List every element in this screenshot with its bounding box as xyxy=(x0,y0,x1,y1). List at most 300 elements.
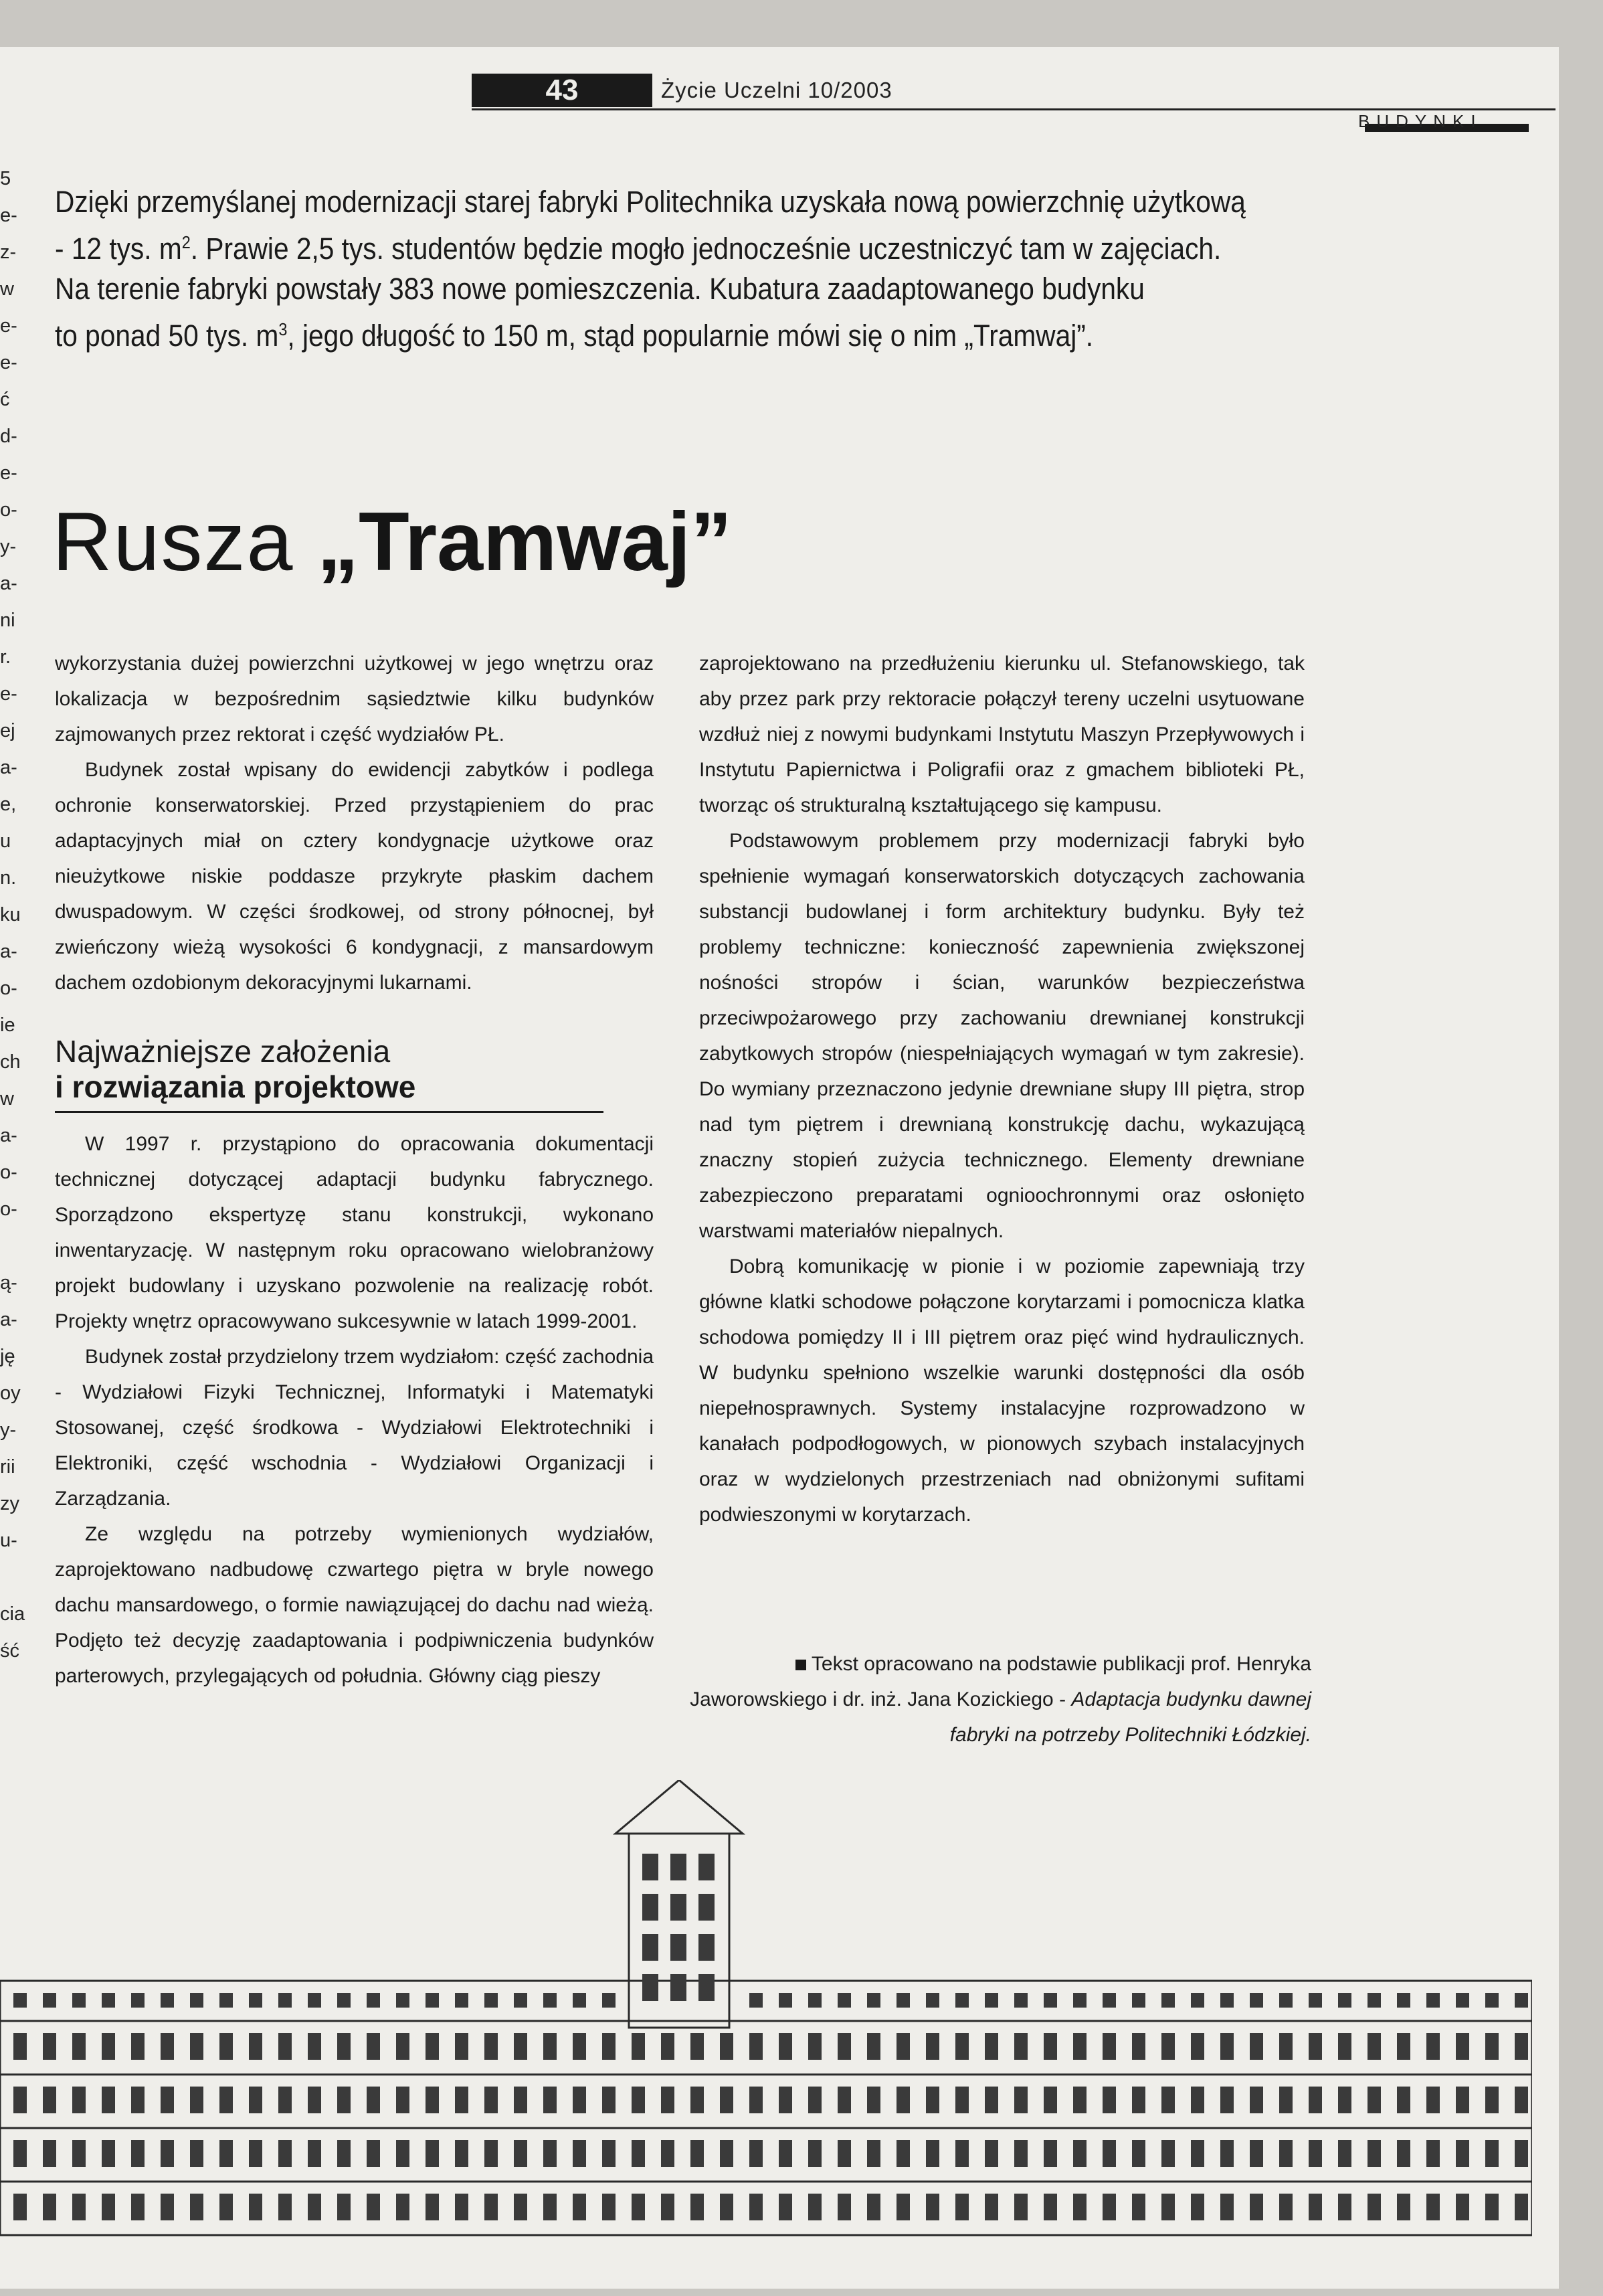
facade-window xyxy=(867,2194,880,2220)
margin-fragment: a- xyxy=(0,1125,17,1146)
tower-window xyxy=(642,1974,658,2001)
tower-window xyxy=(670,1974,686,2001)
facade-window xyxy=(190,2194,203,2220)
facade-window xyxy=(131,2087,145,2113)
facade-window xyxy=(1515,2033,1528,2060)
facade-window xyxy=(1515,2140,1528,2167)
facade-window xyxy=(573,2087,586,2113)
facade-window xyxy=(1515,2194,1528,2220)
facade-window xyxy=(1250,2087,1263,2113)
facade-window xyxy=(1456,2033,1469,2060)
facade-window xyxy=(1161,2087,1175,2113)
facade-window xyxy=(749,2087,763,2113)
margin-fragment: e- xyxy=(0,683,17,705)
facade-window xyxy=(161,2087,174,2113)
tower-window xyxy=(670,1894,686,1921)
facade-window xyxy=(1044,2033,1057,2060)
margin-fragment: oy xyxy=(0,1383,21,1404)
facade-window xyxy=(1279,2087,1293,2113)
facade-window xyxy=(661,2087,674,2113)
margin-fragment: ku xyxy=(0,904,21,925)
facade-window xyxy=(1103,2140,1116,2167)
facade-window xyxy=(249,1993,262,2008)
facade-window xyxy=(43,2087,56,2113)
facade-window xyxy=(1250,2033,1263,2060)
facade-window xyxy=(1250,2194,1263,2220)
subheading-line-1: Najważniejsze założenia xyxy=(55,1034,391,1069)
facade-window xyxy=(308,2087,321,2113)
facade-window xyxy=(337,2194,351,2220)
facade-window xyxy=(131,2033,145,2060)
facade-window xyxy=(426,2140,439,2167)
facade-window xyxy=(308,1993,321,2008)
facade-window xyxy=(897,2194,910,2220)
facade-window xyxy=(543,2033,557,2060)
facade-window xyxy=(426,2033,439,2060)
facade-window xyxy=(1426,2087,1440,2113)
facade-window xyxy=(396,1993,409,2008)
building-facade-drawing xyxy=(0,1780,1532,2242)
facade-window xyxy=(838,2033,851,2060)
credit-text: Tekst opracowano na podstawie publikacji prof. Henryka Jaworowskiego i dr. inż. Jana Kozickiego - xyxy=(690,1653,1311,1710)
margin-fragment: a- xyxy=(0,573,17,594)
facade-window xyxy=(749,2140,763,2167)
facade-window xyxy=(102,2087,115,2113)
facade-window xyxy=(543,2140,557,2167)
facade-window xyxy=(455,1993,468,2008)
facade-window xyxy=(1132,2033,1145,2060)
facade-window xyxy=(484,2194,498,2220)
journal-name: Życie Uczelni 10/2003 xyxy=(661,78,892,102)
facade-window xyxy=(1515,2087,1528,2113)
facade-window xyxy=(573,2140,586,2167)
margin-fragment: u xyxy=(0,830,11,852)
margin-fragment: ję xyxy=(0,1346,15,1367)
facade-window xyxy=(219,1993,233,2008)
facade-window xyxy=(1161,2194,1175,2220)
facade-window xyxy=(426,2087,439,2113)
facade-window xyxy=(1220,2140,1234,2167)
facade-window xyxy=(1368,2140,1381,2167)
facade-window xyxy=(1044,2087,1057,2113)
margin-fragment: e, xyxy=(0,794,17,815)
title-word-bold: „Tramwaj” xyxy=(316,496,733,588)
facade-window xyxy=(1279,1993,1293,2008)
subheading-rule xyxy=(55,1111,603,1113)
margin-fragment: w xyxy=(0,1088,14,1110)
facade-window xyxy=(690,2087,704,2113)
facade-window xyxy=(1014,2033,1028,2060)
facade-window xyxy=(573,2033,586,2060)
page-header xyxy=(472,74,1555,108)
facade-window xyxy=(897,1993,910,2008)
facade-window xyxy=(1456,2087,1469,2113)
facade-window xyxy=(426,2194,439,2220)
facade-window xyxy=(219,2087,233,2113)
facade-window xyxy=(602,2033,616,2060)
facade-window xyxy=(632,2087,645,2113)
facade-window xyxy=(396,2194,409,2220)
facade-window xyxy=(1191,2140,1204,2167)
facade-window xyxy=(602,1993,616,2008)
facade-window xyxy=(838,1993,851,2008)
facade-window xyxy=(1220,2194,1234,2220)
facade-window xyxy=(1309,1993,1322,2008)
facade-window xyxy=(1103,2033,1116,2060)
facade-window xyxy=(897,2033,910,2060)
margin-fragment xyxy=(0,1559,32,1596)
facade-window xyxy=(926,2140,939,2167)
margin-fragment: ą- xyxy=(0,1272,17,1294)
facade-window xyxy=(543,2087,557,2113)
facade-window xyxy=(514,2140,527,2167)
facade-window xyxy=(632,2033,645,2060)
facade-window xyxy=(985,2087,998,2113)
facade-window xyxy=(955,1993,969,2008)
subheading xyxy=(55,1034,654,1113)
facade-window xyxy=(13,2087,27,2113)
facade-window xyxy=(72,2140,86,2167)
facade-window xyxy=(690,2140,704,2167)
facade-window xyxy=(249,2140,262,2167)
facade-window xyxy=(1220,2087,1234,2113)
facade-window xyxy=(926,2033,939,2060)
facade-window xyxy=(102,2194,115,2220)
tower-window xyxy=(642,1894,658,1921)
facade-window xyxy=(1220,2033,1234,2060)
facade-window xyxy=(102,1993,115,2008)
facade-window xyxy=(1103,2194,1116,2220)
facade-window xyxy=(1338,2033,1351,2060)
lead-line: Dzięki przemyślanej modernizacji starej fabryki Politechnika uzyskała nową powierzchnię użytkową xyxy=(55,185,1246,219)
lead-line: - 12 tys. $m^2$. Prawie 2,5 tys. studentów będzie mogło jednocześnie uczestniczyć tam w zajęciach. xyxy=(55,232,1222,266)
facade-window xyxy=(632,2140,645,2167)
facade-window xyxy=(602,2140,616,2167)
facade-window xyxy=(661,2033,674,2060)
lead-paragraph xyxy=(55,182,1246,356)
facade-window xyxy=(926,2194,939,2220)
facade-window xyxy=(720,2087,733,2113)
facade-window xyxy=(1397,2194,1410,2220)
facade-window xyxy=(219,2140,233,2167)
facade-window xyxy=(13,2194,27,2220)
square-bullet-icon xyxy=(795,1660,806,1670)
facade-window xyxy=(1279,2140,1293,2167)
facade-window xyxy=(985,1993,998,2008)
facade-window xyxy=(72,2033,86,2060)
margin-fragment: ć xyxy=(0,389,10,410)
facade-window xyxy=(1309,2194,1322,2220)
facade-window xyxy=(1456,1993,1469,2008)
facade-window xyxy=(808,2194,822,2220)
facade-window xyxy=(514,2033,527,2060)
paragraph: Budynek został przydzielony trzem wydziałom: część zachodnia - Wydziałowi Fizyki Technicznej, Informatyki i Matematyki Stosowanej, część środkowa - Wydziałowi Elektrotechniki i Elektroniki, część wschodnia - Wydziałowi Organizacji i Zarządzania. xyxy=(55,1346,654,1510)
margin-fragment: d- xyxy=(0,426,17,447)
facade-window xyxy=(1397,2140,1410,2167)
facade-window xyxy=(1191,2194,1204,2220)
facade-window xyxy=(955,2194,969,2220)
margin-fragment: u- xyxy=(0,1530,17,1551)
facade-window xyxy=(161,2140,174,2167)
facade-window xyxy=(1191,2033,1204,2060)
margin-fragment: ni xyxy=(0,610,15,631)
facade-window xyxy=(1485,2033,1499,2060)
margin-fragment: a- xyxy=(0,1309,17,1330)
facade-window xyxy=(926,1993,939,2008)
facade-window xyxy=(1456,2140,1469,2167)
facade-window xyxy=(190,1993,203,2008)
facade-window xyxy=(1044,2194,1057,2220)
facade-window xyxy=(1309,2033,1322,2060)
margin-fragment: y- xyxy=(0,1419,17,1441)
facade-window xyxy=(1103,1993,1116,2008)
facade-window xyxy=(1250,2140,1263,2167)
facade-window xyxy=(131,2194,145,2220)
previous-page-margin xyxy=(0,161,32,1967)
facade-window xyxy=(514,1993,527,2008)
subheading-line-2: i rozwiązania projektowe xyxy=(55,1069,416,1104)
facade-window xyxy=(308,2140,321,2167)
facade-window xyxy=(779,2087,792,2113)
facade-window xyxy=(131,2140,145,2167)
tower-window xyxy=(642,1854,658,1880)
section-label: BUDYNKI xyxy=(1358,111,1483,131)
margin-fragment xyxy=(0,1228,32,1265)
margin-fragment: ej xyxy=(0,720,15,741)
facade-window xyxy=(131,1993,145,2008)
facade-window xyxy=(779,2140,792,2167)
article-title xyxy=(52,496,733,588)
margin-fragment: y- xyxy=(0,536,17,557)
facade-window xyxy=(484,2033,498,2060)
facade-window xyxy=(1338,2140,1351,2167)
margin-fragment: ch xyxy=(0,1051,21,1073)
facade-window xyxy=(720,2140,733,2167)
facade-window xyxy=(690,2194,704,2220)
facade-window xyxy=(779,1993,792,2008)
facade-window xyxy=(337,2033,351,2060)
margin-fragment: e- xyxy=(0,462,17,484)
facade-window xyxy=(1426,1993,1440,2008)
facade-window xyxy=(779,2194,792,2220)
facade-window xyxy=(367,2033,380,2060)
facade-window xyxy=(543,2194,557,2220)
facade-window xyxy=(955,2087,969,2113)
facade-window xyxy=(1161,2033,1175,2060)
margin-fragment: e- xyxy=(0,352,17,373)
facade-window xyxy=(219,2194,233,2220)
margin-fragment: r. xyxy=(0,646,11,668)
margin-fragment: o- xyxy=(0,1199,17,1220)
facade-window xyxy=(1338,2194,1351,2220)
facade-window xyxy=(190,2033,203,2060)
facade-window xyxy=(249,2087,262,2113)
facade-window xyxy=(1426,2194,1440,2220)
paragraph: Dobrą komunikację w pionie i w poziomie zapewniają trzy główne klatki schodowe połączone korytarzami i pomocnicza klatka schodowa pomiędzy II i III piętrem oraz pięć wind hydraulicznych. W budynku spełniono wszelkie warunki dostępności dla osób niepełnosprawnych. Systemy instalacyjne rozprowadzono w kanałach podpodłogowych, w pionowych szybach instalacyjnych oraz w wydzielonych przestrzeniach nad obniżonymi sufitami podwieszonymi w korytarzach. xyxy=(699,1255,1305,1526)
paragraph: wykorzystania dużej powierzchni użytkowej w jego wnętrzu oraz lokalizacja w bezpośrednim sąsiedztwie kilku budynków zajmowanych przez rektorat i część wydziałów PŁ. xyxy=(55,652,654,745)
facade-window xyxy=(43,2033,56,2060)
facade-window xyxy=(690,2033,704,2060)
facade-window xyxy=(1132,2194,1145,2220)
facade-window xyxy=(1014,2140,1028,2167)
facade-window xyxy=(1073,2087,1087,2113)
facade-window xyxy=(396,2087,409,2113)
facade-window xyxy=(426,1993,439,2008)
facade-window xyxy=(573,1993,586,2008)
source-credit xyxy=(669,1646,1311,1753)
facade-window xyxy=(602,2087,616,2113)
facade-window xyxy=(955,2033,969,2060)
facade-window xyxy=(484,2087,498,2113)
header-rule xyxy=(472,108,1555,110)
margin-fragment: n. xyxy=(0,867,17,889)
facade-window xyxy=(1368,2087,1381,2113)
facade-window xyxy=(808,2087,822,2113)
facade-window xyxy=(838,2194,851,2220)
facade-window xyxy=(43,1993,56,2008)
facade-window xyxy=(455,2140,468,2167)
facade-window xyxy=(1368,1993,1381,2008)
facade-window xyxy=(367,1993,380,2008)
facade-window xyxy=(1132,1993,1145,2008)
facade-window xyxy=(1220,1993,1234,2008)
margin-fragment: ie xyxy=(0,1014,15,1036)
facade-window xyxy=(897,2140,910,2167)
facade-window xyxy=(337,2087,351,2113)
facade-window xyxy=(72,2194,86,2220)
facade-window xyxy=(1250,1993,1263,2008)
facade-window xyxy=(396,2140,409,2167)
facade-window xyxy=(43,2194,56,2220)
facade-window xyxy=(102,2033,115,2060)
facade-window xyxy=(543,1993,557,2008)
facade-window xyxy=(867,2140,880,2167)
facade-window xyxy=(514,2087,527,2113)
facade-window xyxy=(1191,2087,1204,2113)
margin-fragment: e- xyxy=(0,315,17,337)
facade-window xyxy=(1309,2140,1322,2167)
margin-fragment: zy xyxy=(0,1493,19,1514)
facade-window xyxy=(1014,1993,1028,2008)
facade-window xyxy=(1485,2140,1499,2167)
facade-window xyxy=(1426,2033,1440,2060)
facade-window xyxy=(161,2033,174,2060)
tower-window xyxy=(670,1854,686,1880)
facade-window xyxy=(1485,2087,1499,2113)
margin-fragment: ść xyxy=(0,1640,19,1662)
facade-window xyxy=(13,1993,27,2008)
facade-window xyxy=(278,2194,292,2220)
facade-window xyxy=(367,2194,380,2220)
left-column xyxy=(55,646,654,1694)
facade-window xyxy=(1014,2087,1028,2113)
facade-window xyxy=(808,2140,822,2167)
lead-line: Na terenie fabryki powstały 383 nowe pomieszczenia. Kubatura zaadaptowanego budynku xyxy=(55,272,1145,306)
facade-window xyxy=(867,2087,880,2113)
facade-window xyxy=(43,2140,56,2167)
facade-window xyxy=(661,2140,674,2167)
facade-window xyxy=(249,2033,262,2060)
facade-window xyxy=(720,2194,733,2220)
facade-window xyxy=(367,2140,380,2167)
facade-window xyxy=(1397,2033,1410,2060)
facade-window xyxy=(72,2087,86,2113)
facade-window xyxy=(838,2140,851,2167)
facade-window xyxy=(72,1993,86,2008)
facade-window xyxy=(278,2140,292,2167)
credit-title: Adaptacja budynku dawnej fabryki na potrzeby Politechniki Łódzkiej. xyxy=(949,1688,1311,1746)
facade-window xyxy=(484,2140,498,2167)
lead-line: to ponad 50 tys. $m^3$, jego długość to 150 m, stąd popularnie mówi się o nim „Tramwaj”. xyxy=(55,319,1094,353)
margin-fragment: a- xyxy=(0,941,17,962)
facade-window xyxy=(514,2194,527,2220)
facade-window xyxy=(161,1993,174,2008)
paragraph: Ze względu na potrzeby wymienionych wydziałów, zaprojektowano nadbudowę czwartego piętra w bryle nowego dachu mansardowego, o formie nawiązującej do dachu nad wieżą. Podjęto też decyzję zaadaptowania i podpiwniczenia budynków parterowych, przylegających od południa. Główny ciąg pieszy xyxy=(55,1523,654,1687)
facade-window xyxy=(367,2087,380,2113)
title-word-thin: Rusza xyxy=(52,496,294,588)
facade-window xyxy=(1338,1993,1351,2008)
facade-window xyxy=(602,2194,616,2220)
facade-window xyxy=(926,2087,939,2113)
margin-fragment: cia xyxy=(0,1603,25,1625)
facade-window xyxy=(1132,2140,1145,2167)
facade-window xyxy=(1279,2033,1293,2060)
facade-window xyxy=(308,2033,321,2060)
facade-window xyxy=(985,2140,998,2167)
facade-window xyxy=(1191,1993,1204,2008)
tower-window xyxy=(642,1934,658,1961)
facade-window xyxy=(1397,2087,1410,2113)
margin-fragment: w xyxy=(0,278,14,300)
facade-window xyxy=(955,2140,969,2167)
facade-window xyxy=(808,1993,822,2008)
tower-window xyxy=(698,1934,715,1961)
tower-window xyxy=(698,1894,715,1921)
facade-window xyxy=(249,2194,262,2220)
facade-window xyxy=(102,2140,115,2167)
facade-window xyxy=(219,2033,233,2060)
facade-window xyxy=(455,2033,468,2060)
facade-window xyxy=(985,2033,998,2060)
margin-fragment: e- xyxy=(0,205,17,226)
margin-fragment: a- xyxy=(0,757,17,778)
facade-window xyxy=(1073,2140,1087,2167)
facade-window xyxy=(484,1993,498,2008)
margin-fragment: 5 xyxy=(0,168,11,189)
facade-window xyxy=(278,1993,292,2008)
margin-fragment: z- xyxy=(0,242,17,263)
facade-window xyxy=(720,2033,733,2060)
facade-window xyxy=(190,2087,203,2113)
facade-window xyxy=(1073,2194,1087,2220)
facade-window xyxy=(337,2140,351,2167)
facade-window xyxy=(1515,1993,1528,2008)
right-column xyxy=(699,646,1305,1532)
facade-window xyxy=(749,2194,763,2220)
facade-window xyxy=(985,2194,998,2220)
paragraph: Podstawowym problemem przy modernizacji fabryki było spełnienie wymagań konserwatorskich dotyczących zachowania substancji budowlanej i form architektury budynku. Były też problemy techniczne: konieczność zapewnienia zwiększonej nośności stropów i ścian, warunków bezpieczeństwa przeciwpożarowego przy zachowaniu drewnianej konstrukcji zabytkowych stropów (niespełniających wymagań w tym zakresie). Do wymiany przeznaczono jedynie drewniane słupy III piętra, strop nad tym piętrem i drewnianą konstrukcję dachu, wykazującą znaczny stopień zużycia technicznego. Elementy drewniane zabezpieczono preparatami ognioochronnymi oraz osłonięto warstwami materiałów niepalnych. xyxy=(699,830,1305,1242)
tower-window xyxy=(698,1854,715,1880)
facade-window xyxy=(1014,2194,1028,2220)
facade-window xyxy=(13,2033,27,2060)
facade-window xyxy=(661,2194,674,2220)
facade-window xyxy=(1338,2087,1351,2113)
facade-window xyxy=(308,2194,321,2220)
facade-window xyxy=(1073,1993,1087,2008)
facade-window xyxy=(337,1993,351,2008)
page-number: 43 xyxy=(472,74,652,107)
facade-window xyxy=(161,2194,174,2220)
